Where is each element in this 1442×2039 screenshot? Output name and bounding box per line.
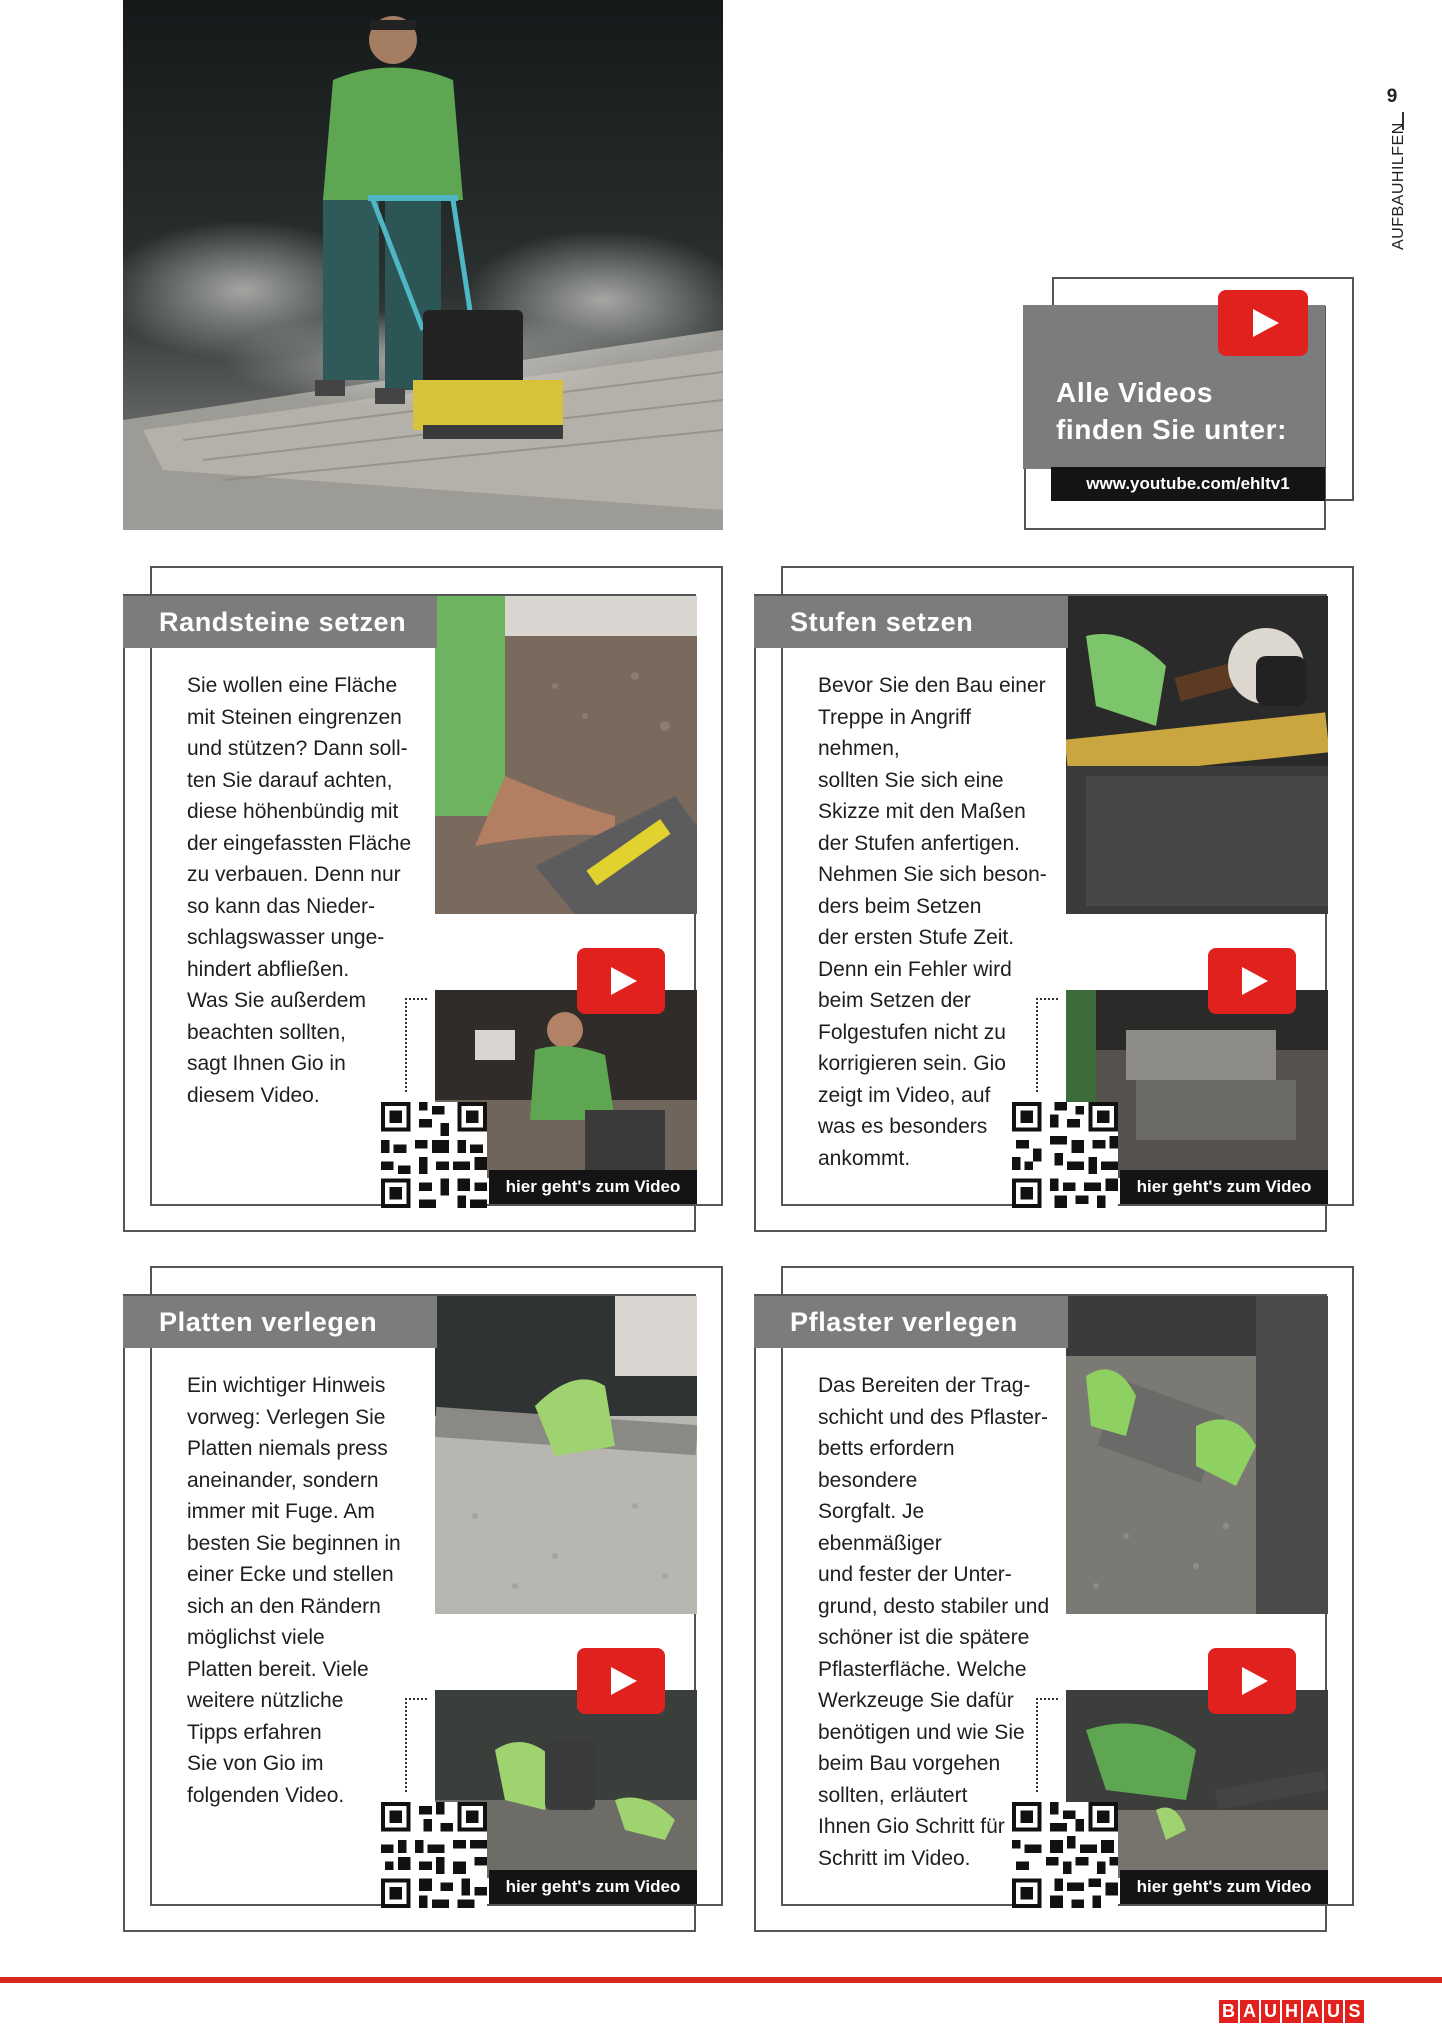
card-photo-top xyxy=(1066,596,1328,914)
card-photo-top xyxy=(435,596,697,914)
text-line: betts erfordern besondere xyxy=(818,1437,955,1492)
promo-line-2: finden Sie unter: xyxy=(1056,414,1288,445)
text-line: beim Setzen der xyxy=(818,989,971,1012)
text-line: Skizze mit den Maßen xyxy=(818,800,1026,823)
text-line: sollten Sie sich eine xyxy=(818,768,1004,792)
youtube-play-icon[interactable] xyxy=(1218,290,1308,356)
dotted-connector xyxy=(1036,998,1038,1092)
text-line: hindert abfließen. xyxy=(187,957,350,981)
video-link-label[interactable]: hier geht's zum Video xyxy=(489,1870,697,1904)
text-line: Schritt im Video. xyxy=(818,1846,971,1870)
page-number: 9 xyxy=(1386,86,1398,107)
text-line: möglichst viele xyxy=(187,1626,325,1649)
footer-divider xyxy=(0,1977,1442,1983)
logo-letter: S xyxy=(1345,2000,1364,2023)
youtube-play-icon[interactable] xyxy=(1208,1648,1296,1714)
card-title: Platten verlegen xyxy=(123,1296,437,1348)
text-line: der eingefassten Fläche xyxy=(187,831,412,855)
text-line: sich an den Rändern xyxy=(187,1594,381,1618)
text-line: zeigt im Video, auf xyxy=(818,1083,991,1107)
dotted-connector xyxy=(405,1698,427,1700)
text-line: der ersten Stufe Zeit. xyxy=(818,926,1015,949)
text-line: Sie wollen eine Fläche xyxy=(187,674,398,697)
dotted-connector xyxy=(1036,1698,1058,1700)
text-line: Ihnen Gio Schritt für xyxy=(818,1815,1005,1838)
text-line: Tipps erfahren xyxy=(187,1720,322,1744)
dotted-connector xyxy=(1036,998,1058,1000)
section-label: AUFBAUHILFEN xyxy=(1390,122,1407,250)
text-line: ten Sie darauf achten, xyxy=(187,768,393,792)
dotted-connector xyxy=(1036,1698,1038,1792)
card-randsteine xyxy=(123,566,723,1232)
text-line: grund, desto stabiler und xyxy=(818,1594,1050,1618)
card-title: Randsteine setzen xyxy=(123,596,437,648)
promo-line-1: Alle Videos xyxy=(1056,377,1214,408)
logo-letter: A xyxy=(1240,2000,1259,2023)
dotted-connector xyxy=(405,998,427,1000)
text-line: zu verbauen. Denn nur xyxy=(187,863,401,886)
text-line: aneinander, sondern xyxy=(187,1468,379,1492)
text-line: folgenden Video. xyxy=(187,1783,345,1807)
card-stufen xyxy=(754,566,1354,1232)
youtube-play-icon[interactable] xyxy=(577,1648,665,1714)
text-line: Was Sie außerdem xyxy=(187,989,366,1012)
text-line: Folgestufen nicht zu xyxy=(818,1020,1006,1044)
text-line: diese höhenbündig mit xyxy=(187,800,399,823)
text-line: Platten bereit. Viele xyxy=(187,1657,369,1681)
text-line: Treppe in Angriff nehmen, xyxy=(818,705,971,760)
text-line: korrigieren sein. Gio xyxy=(818,1052,1006,1075)
text-line: sagt Ihnen Gio in xyxy=(187,1052,346,1075)
logo-letter: B xyxy=(1219,2000,1238,2023)
logo-letter: H xyxy=(1282,2000,1301,2023)
logo-letter: U xyxy=(1261,2000,1280,2023)
text-line: ders beim Setzen xyxy=(818,894,982,918)
card-photo-top xyxy=(1066,1296,1328,1614)
text-line: Platten niemals press xyxy=(187,1437,388,1460)
text-line: sollten, erläutert xyxy=(818,1783,968,1807)
text-line: ankommt. xyxy=(818,1146,911,1170)
card-body-text xyxy=(187,670,419,1111)
text-line: Pflasterfläche. Welche xyxy=(818,1657,1027,1681)
card-title: Stufen setzen xyxy=(754,596,1068,648)
qr-code-icon[interactable] xyxy=(381,1802,487,1908)
bauhaus-logo xyxy=(1219,2000,1364,2023)
text-line: Nehmen Sie sich beson- xyxy=(818,863,1047,886)
text-line: mit Steinen eingrenzen xyxy=(187,705,402,729)
youtube-play-icon[interactable] xyxy=(1208,948,1296,1014)
text-line: beachten sollten, xyxy=(187,1020,346,1044)
text-line: schöner ist die spätere xyxy=(818,1626,1030,1649)
card-body-text xyxy=(818,670,1050,1174)
qr-code-icon[interactable] xyxy=(1012,1102,1118,1208)
video-link-label[interactable]: hier geht's zum Video xyxy=(1120,1170,1328,1204)
text-line: Denn ein Fehler wird xyxy=(818,957,1012,981)
qr-code-icon[interactable] xyxy=(381,1102,487,1208)
card-title: Pflaster verlegen xyxy=(754,1296,1068,1348)
card-pflaster xyxy=(754,1266,1354,1932)
qr-code-icon[interactable] xyxy=(1012,1802,1118,1908)
video-link-label[interactable]: hier geht's zum Video xyxy=(489,1170,697,1204)
logo-letter: U xyxy=(1324,2000,1343,2023)
youtube-play-icon[interactable] xyxy=(577,948,665,1014)
text-line: weitere nützliche xyxy=(187,1689,344,1712)
card-body-text xyxy=(187,1370,419,1811)
card-photo-top xyxy=(435,1296,697,1614)
text-line: vorweg: Verlegen Sie xyxy=(187,1405,386,1429)
text-line: was es besonders xyxy=(818,1115,988,1138)
text-line: und fester der Unter- xyxy=(818,1563,1012,1586)
text-line: der Stufen anfertigen. xyxy=(818,831,1020,855)
text-line: schicht und des Pflaster- xyxy=(818,1405,1048,1429)
text-line: Sie von Gio im xyxy=(187,1752,324,1775)
text-line: beim Bau vorgehen xyxy=(818,1752,1001,1775)
text-line: einer Ecke und stellen xyxy=(187,1563,394,1586)
video-link-label[interactable]: hier geht's zum Video xyxy=(1120,1870,1328,1904)
text-line: diesem Video. xyxy=(187,1083,320,1107)
text-line: Ein wichtiger Hinweis xyxy=(187,1374,386,1397)
text-line: so kann das Nieder- xyxy=(187,894,375,918)
text-line: und stützen? Dann soll- xyxy=(187,737,408,760)
youtube-channel-link[interactable]: www.youtube.com/ehltv1 xyxy=(1051,467,1325,501)
text-line: schlagswasser unge- xyxy=(187,926,385,949)
logo-letter: A xyxy=(1303,2000,1322,2023)
text-line: Das Bereiten der Trag- xyxy=(818,1374,1031,1397)
text-line: Werkzeuge Sie dafür xyxy=(818,1689,1014,1712)
text-line: Sorgfalt. Je ebenmäßiger xyxy=(818,1500,942,1555)
dotted-connector xyxy=(405,1698,407,1792)
text-line: besten Sie beginnen in xyxy=(187,1531,401,1555)
hero-photo xyxy=(123,0,723,530)
promo-text xyxy=(1056,374,1326,448)
text-line: benötigen und wie Sie xyxy=(818,1720,1025,1744)
text-line: Bevor Sie den Bau einer xyxy=(818,674,1046,697)
dotted-connector xyxy=(405,998,407,1092)
text-line: immer mit Fuge. Am xyxy=(187,1500,375,1523)
card-platten xyxy=(123,1266,723,1932)
card-body-text xyxy=(818,1370,1050,1874)
